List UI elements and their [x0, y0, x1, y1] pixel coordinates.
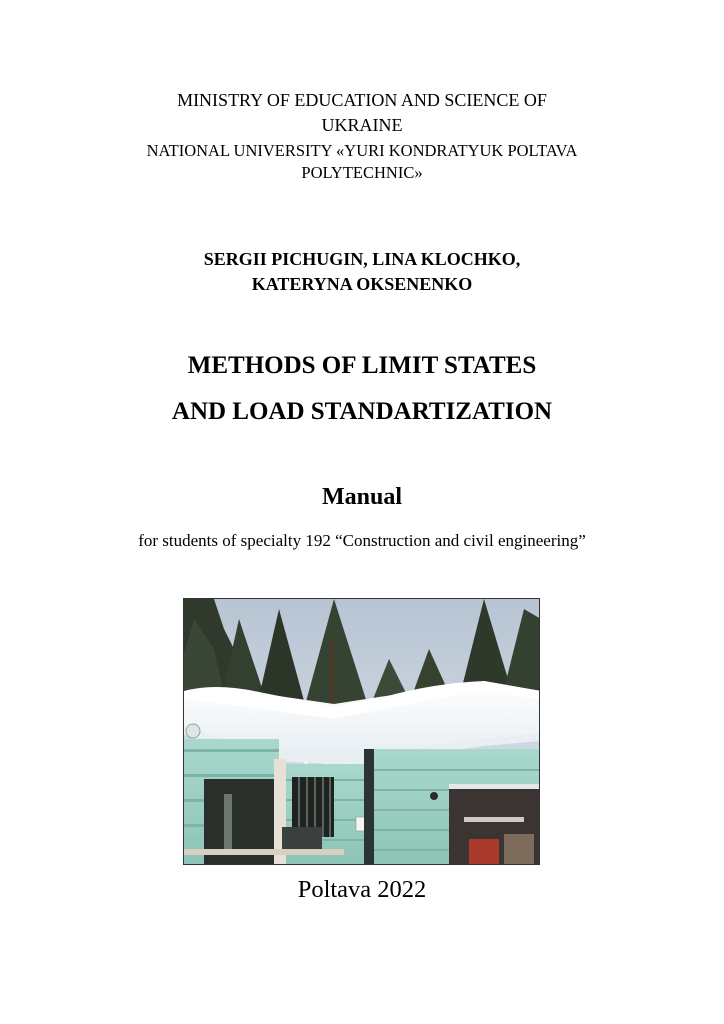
document-type: Manual	[321, 484, 402, 510]
subtitle: for students of specialty 192 “Construction and civil engineering”	[138, 531, 586, 550]
university-line-2: POLYTECHNIC»	[301, 163, 423, 182]
authors-line-1: SERGII PICHUGIN, LINA KLOCHKO,	[203, 249, 521, 269]
university-line-1: NATIONAL UNIVERSITY «YURI KONDRATYUK POLTAVA	[146, 141, 578, 160]
title-line-1: METHODS OF LIMIT STATES	[187, 352, 537, 379]
authors-line-2: KATERYNA OKSENENKO	[251, 274, 473, 294]
ministry-line-2: UKRAINE	[321, 115, 403, 135]
city-year: Poltava 2022	[297, 876, 427, 903]
title-line-2: AND LOAD STANDARTIZATION	[171, 398, 553, 425]
ministry-line-1: MINISTRY OF EDUCATION AND SCIENCE OF	[177, 90, 547, 110]
snow-covered-house-photo	[183, 598, 540, 865]
